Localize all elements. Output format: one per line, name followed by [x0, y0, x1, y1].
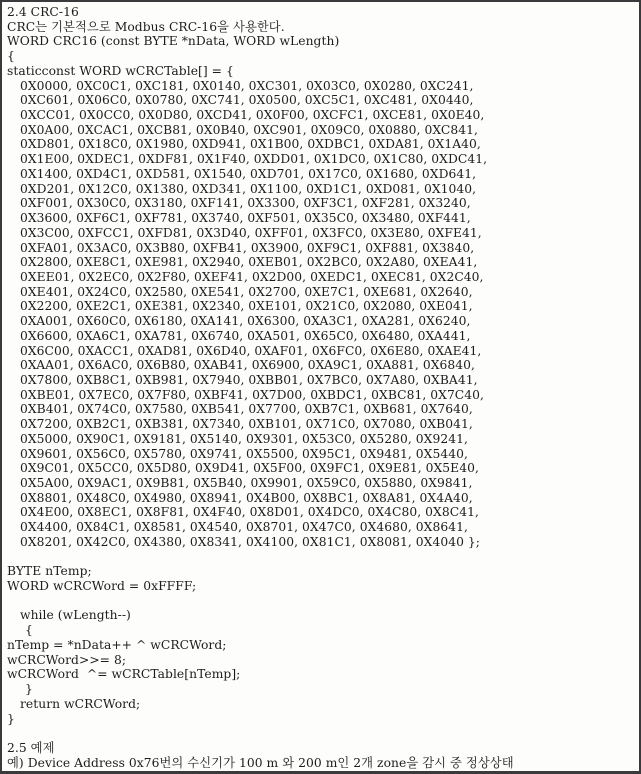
blank-line [7, 594, 635, 609]
code-line: return wCRCWord; [20, 696, 141, 711]
page-content [7, 5, 635, 770]
crc-table-row: 0X4400, 0X84C1, 0X8581, 0X4540, 0X8701, 0X47C0, 0X4680, 0X8641, [20, 520, 468, 535]
blank-line [7, 550, 635, 565]
crc-table-row: 0XD801, 0X18C0, 0X1980, 0XD941, 0X1B00, 0XDBC1, 0XDA81, 0X1A40, [20, 137, 481, 152]
crc-table-row: 0X0A00, 0XCAC1, 0XCB81, 0X0B40, 0XC901, 0X09C0, 0X0880, 0XC841, [20, 122, 478, 137]
code-line: wCRCWord ^= wCRCTable[nTemp]; [7, 667, 241, 682]
crc-table-row: 0X9601, 0X56C0, 0X5780, 0X9741, 0X5500, 0X95C1, 0X9481, 0X5440, [20, 446, 468, 461]
crc-table-row: 0X1E00, 0XDEC1, 0XDF81, 0X1F40, 0XDD01, 0X1DC0, 0X1C80, 0XDC41, [20, 152, 488, 167]
code-line: { [25, 623, 33, 638]
code-line: } [7, 711, 15, 726]
code-line: WORD wCRCWord = 0xFFFF; [7, 579, 197, 594]
code-line-table-decl: staticconst WORD wCRCTable[] = { [7, 63, 234, 78]
crc-table-row: 0XC601, 0X06C0, 0X0780, 0XC741, 0X0500, 0XC5C1, 0XC481, 0X0440, [20, 93, 474, 108]
blank-line [7, 726, 635, 741]
example-text: 예) Device Address 0x76번의 수신기가 100 m 와 200 m인 2개 zone을 감시 중 정상상태 [7, 755, 514, 770]
crc-table-row: 0X9C01, 0X5CC0, 0X5D80, 0X9D41, 0X5F00, 0X9FC1, 0X9E81, 0X5E40, [20, 461, 479, 476]
intro-text: CRC는 기본적으로 Modbus CRC-16을 사용한다. [7, 19, 285, 34]
crc-table-row: 0X2200, 0XE2C1, 0XE381, 0X2340, 0XE101, 0X21C0, 0X2080, 0XE041, [20, 299, 473, 314]
crc-table-row: 0X8801, 0X48C0, 0X4980, 0X8941, 0X4B00, 0X8BC1, 0X8A81, 0X4A40, [20, 490, 473, 505]
crc-table-row: 0XBE01, 0X7EC0, 0X7F80, 0XBF41, 0X7D00, 0XBDC1, 0XBC81, 0X7C40, [20, 387, 484, 402]
crc-table-row: 0X2800, 0XE8C1, 0XE981, 0X2940, 0XEB01, 0X2BC0, 0X2A80, 0XEA41, [20, 255, 478, 270]
crc-table-row: 0XF001, 0X30C0, 0X3180, 0XF141, 0X3300, 0XF3C1, 0XF281, 0X3240, [20, 196, 471, 211]
crc-table-row: 0X4E00, 0X8EC1, 0X8F81, 0X4F40, 0X8D01, 0X4DC0, 0X4C80, 0X8C41, [20, 505, 479, 520]
crc-table-row: 0X1400, 0XD4C1, 0XD581, 0X1540, 0XD701, 0X17C0, 0X1680, 0XD641, [20, 166, 477, 181]
crc-table-row: 0XE401, 0X24C0, 0X2580, 0XE541, 0X2700, 0XE7C1, 0XE681, 0X2640, [20, 284, 473, 299]
code-line-signature: WORD CRC16 (const BYTE *nData, WORD wLength) [7, 34, 340, 49]
crc-table-row: 0XD201, 0X12C0, 0X1380, 0XD341, 0X1100, 0XD1C1, 0XD081, 0X1040, [20, 181, 477, 196]
crc-table-row: 0X6C00, 0XACC1, 0XAD81, 0X6D40, 0XAF01, 0X6FC0, 0X6E80, 0XAE41, [20, 343, 482, 358]
section-heading-2-5: 2.5 예제 [7, 740, 55, 755]
crc-table-row: 0X6600, 0XA6C1, 0XA781, 0X6740, 0XA501, 0X65C0, 0X6480, 0XA441, [20, 328, 471, 343]
crc-table-row: 0X3600, 0XF6C1, 0XF781, 0X3740, 0XF501, 0X35C0, 0X3480, 0XF441, [20, 211, 471, 226]
crc-table-row: 0X0000, 0XC0C1, 0XC181, 0X0140, 0XC301, 0X03C0, 0X0280, 0XC241, [20, 78, 474, 93]
code-line: { [7, 49, 15, 64]
crc-table-row: 0XEE01, 0X2EC0, 0X2F80, 0XEF41, 0X2D00, 0XEDC1, 0XEC81, 0X2C40, [20, 269, 484, 284]
crc-table-row: 0XFA01, 0X3AC0, 0X3B80, 0XFB41, 0X3900, 0XF9C1, 0XF881, 0X3840, [20, 240, 475, 255]
crc-table-row: 0XB401, 0X74C0, 0X7580, 0XB541, 0X7700, 0XB7C1, 0XB681, 0X7640, [20, 402, 473, 417]
crc-table-row: 0XCC01, 0X0CC0, 0X0D80, 0XCD41, 0X0F00, 0XCFC1, 0XCE81, 0X0E40, [20, 108, 485, 123]
crc-table-row: 0X7200, 0XB2C1, 0XB381, 0X7340, 0XB101, 0X71C0, 0X7080, 0XB041, [20, 417, 473, 432]
code-line: BYTE nTemp; [7, 564, 92, 579]
section-heading-2-4: 2.4 CRC-16 [7, 5, 79, 19]
code-line: while (wLength--) [20, 608, 131, 623]
crc-table-row: 0X5000, 0X90C1, 0X9181, 0X5140, 0X9301, 0X53C0, 0X5280, 0X9241, [20, 431, 468, 446]
crc-table-row: 0X8201, 0X42C0, 0X4380, 0X8341, 0X4100, 0X81C1, 0X8081, 0X4040 }; [20, 534, 480, 549]
crc-table-row: 0X3C00, 0XFCC1, 0XFD81, 0X3D40, 0XFF01, 0X3FC0, 0X3E80, 0XFE41, [20, 225, 482, 240]
code-line: } [25, 682, 33, 697]
crc-table-row: 0X5A00, 0X9AC1, 0X9B81, 0X5B40, 0X9901, 0X59C0, 0X5880, 0X9841, [20, 476, 473, 490]
crc-table-row: 0XA001, 0X60C0, 0X6180, 0XA141, 0X6300, 0XA3C1, 0XA281, 0X6240, [20, 314, 471, 329]
code-line: wCRCWord>>= 8; [7, 652, 127, 667]
crc-table-row: 0X7800, 0XB8C1, 0XB981, 0X7940, 0XBB01, 0X7BC0, 0X7A80, 0XBA41, [20, 372, 478, 387]
crc-table-row: 0XAA01, 0X6AC0, 0X6B80, 0XAB41, 0X6900, 0XA9C1, 0XA881, 0X6840, [20, 358, 475, 373]
code-line: nTemp = *nData++ ^ wCRCWord; [7, 637, 227, 652]
